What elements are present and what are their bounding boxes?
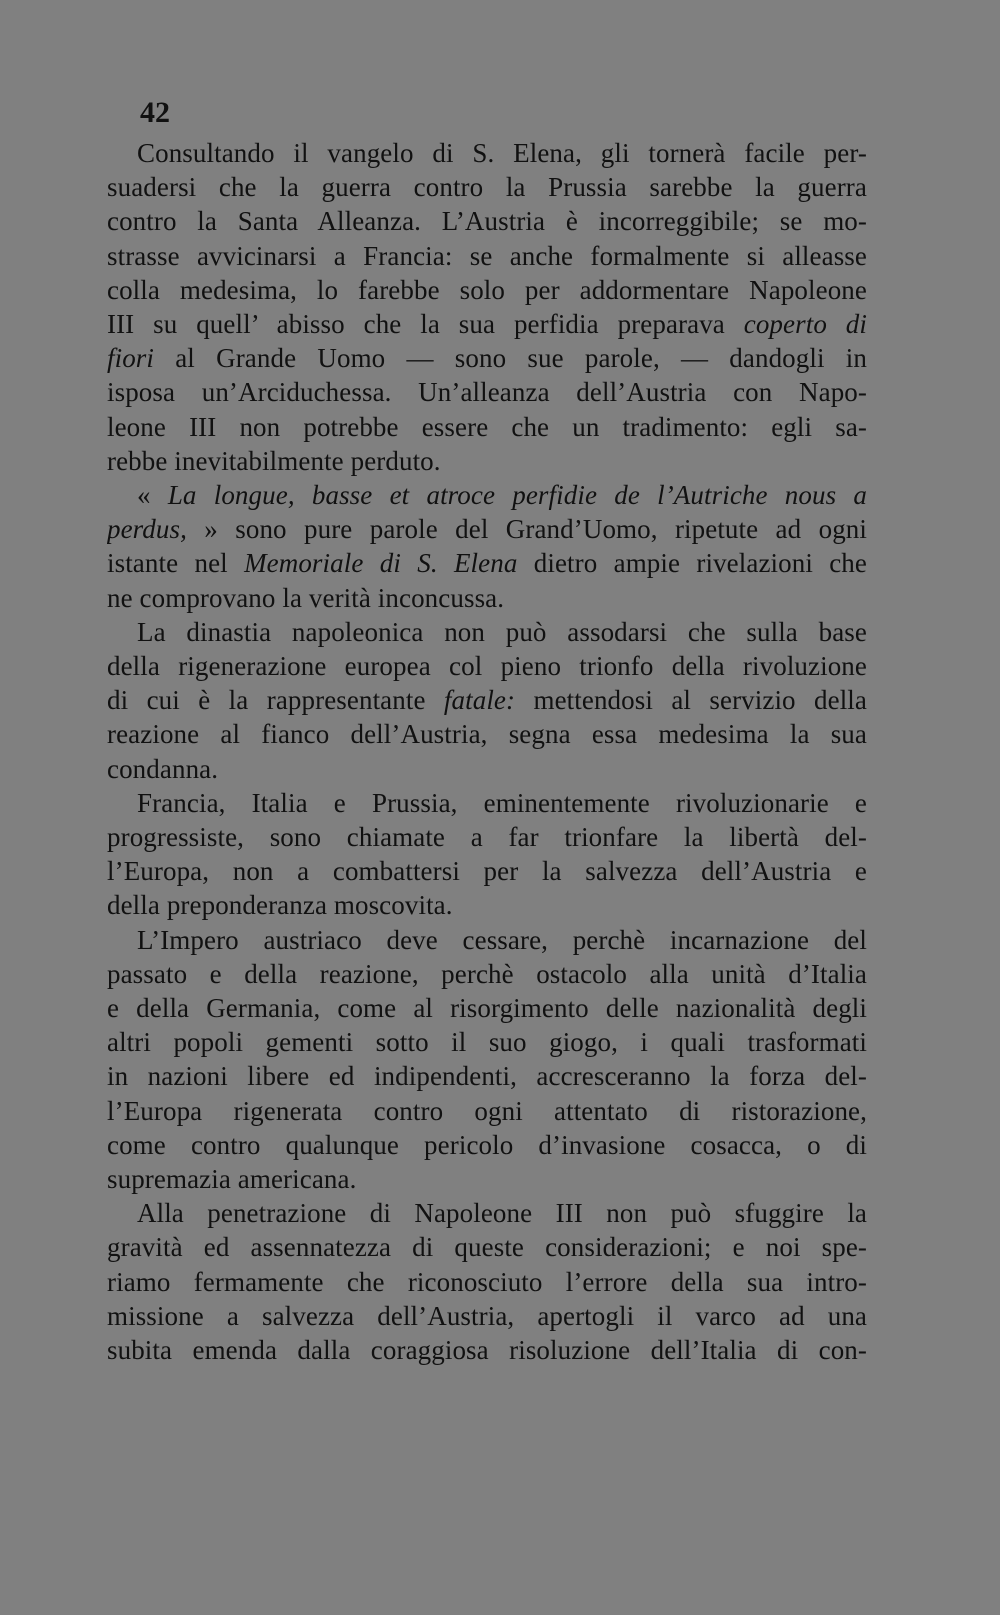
text-line <box>107 991 867 1026</box>
italic-text: Memoriale di S. Elena <box>244 548 518 579</box>
text-line <box>107 512 867 547</box>
text-segment: riamo fermamente che riconosciuto l’errore della sua intro- <box>107 1266 867 1297</box>
text-segment: rebbe inevitabilmente perduto. <box>107 445 441 476</box>
text-segment: passato e della reazione, perchè ostacolo alla unità d’Italia <box>107 958 867 989</box>
text-segment: L’Impero austriaco deve cessare, perchè incarnazione del <box>137 924 867 955</box>
text-line <box>107 1265 867 1300</box>
text-line <box>107 717 867 752</box>
text-segment: La dinastia napoleonica non può assodarsi che sulla base <box>137 616 867 647</box>
text-segment: » sono pure parole del Grand’Uomo, ripetute ad ogni <box>186 514 867 545</box>
text-line <box>137 478 867 513</box>
text-segment: altri popoli gementi sotto il suo giogo, i quali trasformati <box>107 1027 867 1058</box>
text-segment: ne comprovano la verità inconcussa. <box>107 582 505 613</box>
text-segment: gravità ed assennatezza di queste considerazioni; e noi spe- <box>107 1232 867 1263</box>
text-line <box>107 1162 867 1197</box>
text-segment: della preponderanza moscovita. <box>107 890 453 921</box>
text-segment: suadersi che la guerra contro la Prussia sarebbe la guerra <box>107 172 867 203</box>
text-line <box>107 1299 867 1334</box>
page-number: 42 <box>140 96 170 129</box>
text-segment: della rigenerazione europea col pieno trionfo della rivoluzione <box>107 651 867 681</box>
text-line <box>107 444 867 479</box>
text-line <box>107 1059 867 1094</box>
text-line <box>107 957 867 992</box>
italic-text: fatale: <box>443 685 516 716</box>
text-line <box>137 136 867 171</box>
text-segment: al Grande Uomo — sono sue parole, — dandogli in <box>154 343 867 374</box>
text-line <box>137 786 867 821</box>
text-segment: come contro qualunque pericolo d’invasione cosacca, o di <box>107 1129 867 1160</box>
text-line <box>107 683 867 718</box>
text-line <box>107 1025 867 1060</box>
text-line <box>107 649 867 684</box>
italic-text: fiori <box>107 343 155 374</box>
italic-text: perdus, <box>107 514 187 545</box>
text-line <box>107 1333 867 1368</box>
text-segment: missione a salvezza dell’Austria, apertogli il varco ad una <box>107 1300 867 1331</box>
text-segment: e della Germania, come al risorgimento delle nazionalità degli <box>107 993 867 1023</box>
text-segment: III su quell’ abisso che la sua perfidia preparava <box>107 309 744 339</box>
text-segment: istante nel <box>107 548 245 579</box>
text-segment: Consultando il vangelo di S. Elena, gli tornerà facile per- <box>137 138 867 168</box>
italic-text: La longue, basse et atroce perfidie de l’Autriche nous a <box>167 480 867 510</box>
text-segment: supremazia americana. <box>107 1164 357 1194</box>
text-line <box>107 854 867 889</box>
text-line <box>107 375 867 410</box>
text-line <box>107 888 867 923</box>
text-segment: subita emenda dalla coraggiosa risoluzione dell’Italia di con- <box>107 1335 867 1365</box>
text-segment: condanna. <box>107 753 219 784</box>
text-line <box>107 170 867 205</box>
text-line <box>107 1128 867 1163</box>
text-line <box>107 307 867 342</box>
text-line <box>107 1230 867 1265</box>
text-line <box>107 273 867 308</box>
text-segment: l’Europa, non a combattersi per la salvezza dell’Austria e <box>107 856 867 887</box>
text-segment: contro la Santa Alleanza. L’Austria è incorreggibile; se mo- <box>107 206 867 237</box>
text-line <box>107 546 867 581</box>
text-segment: l’Europa rigenerata contro ogni attentato di ristorazione, <box>107 1095 867 1126</box>
text-segment: di cui è la rappresentante <box>107 685 444 716</box>
text-line <box>107 204 867 239</box>
text-line <box>137 923 867 958</box>
text-line <box>107 752 867 787</box>
text-line <box>107 820 867 855</box>
text-line <box>107 410 867 445</box>
text-line <box>107 1094 867 1129</box>
text-segment: Francia, Italia e Prussia, eminentemente rivoluzionarie e <box>137 787 867 818</box>
italic-text: coperto di <box>743 309 867 339</box>
text-segment: isposa un’Arciduchessa. Un’alleanza dell’Austria con Napo- <box>107 377 867 408</box>
text-line <box>137 615 867 650</box>
text-segment: colla medesima, lo farebbe solo per addormentare Napoleone <box>107 274 867 305</box>
text-line <box>137 1196 867 1231</box>
text-segment: mettendosi al servizio della <box>515 685 867 716</box>
text-line <box>107 581 867 616</box>
text-segment: strasse avvicinarsi a Francia: se anche formalmente si alleasse <box>107 240 867 271</box>
text-segment: reazione al fianco dell’Austria, segna essa medesima la sua <box>107 719 867 750</box>
text-segment: « <box>137 480 168 510</box>
text-segment: leone III non potrebbe essere che un tradimento: egli sa- <box>107 411 867 442</box>
text-segment: in nazioni libere ed indipendenti, accresceranno la forza del- <box>107 1061 867 1092</box>
text-segment: Alla penetrazione di Napoleone III non può sfuggire la <box>137 1198 867 1229</box>
text-segment: progressiste, sono chiamate a far trionfare la libertà del- <box>107 822 867 852</box>
text-line <box>107 239 867 274</box>
text-line <box>107 341 867 376</box>
text-segment: dietro ampie rivelazioni che <box>517 548 867 579</box>
